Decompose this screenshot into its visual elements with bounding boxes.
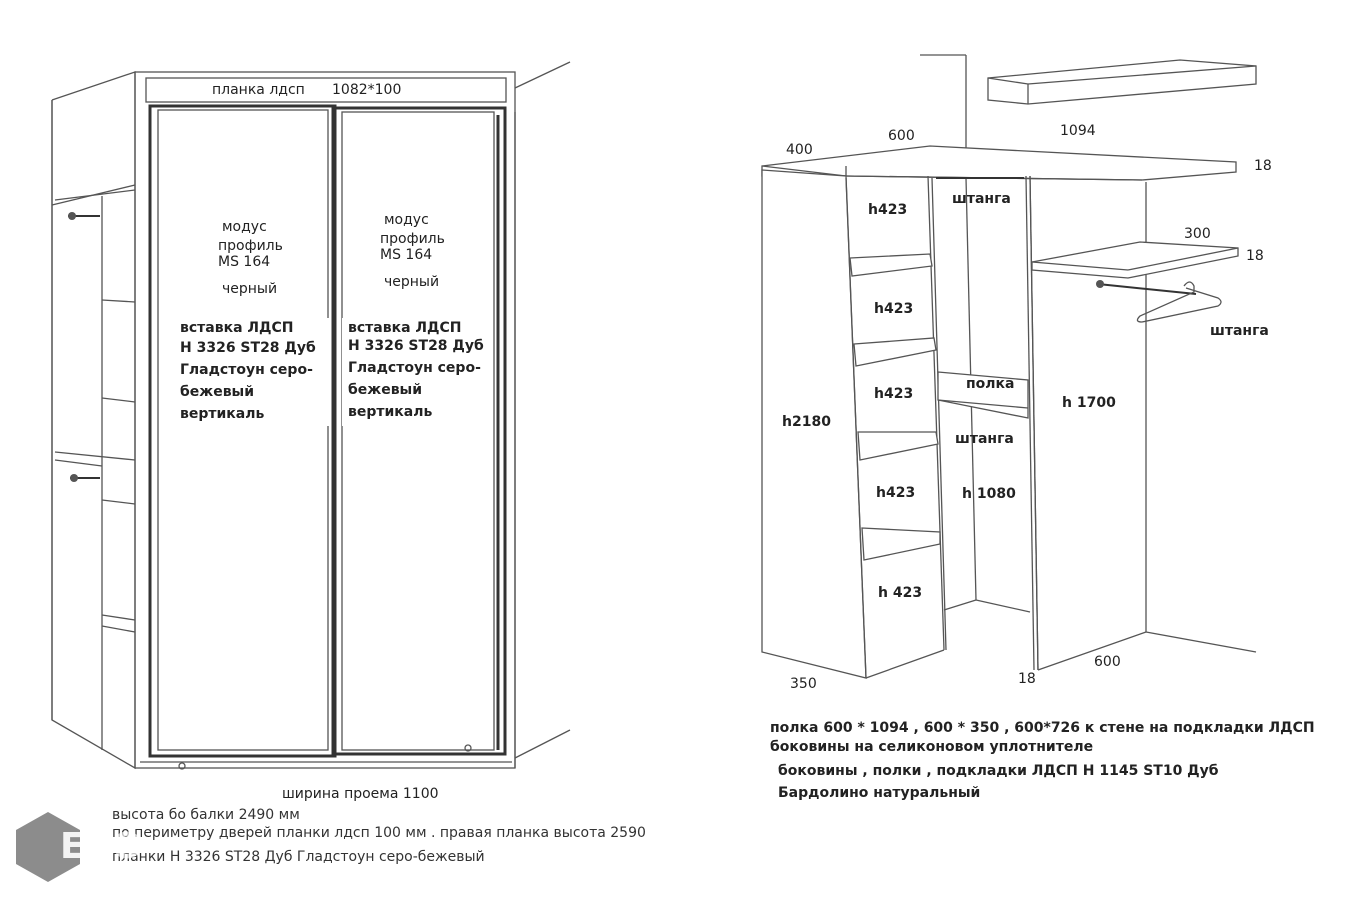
door-right-insert-1: вставка ЛДСП	[348, 320, 462, 336]
note-shelves: полка 600 * 1094 , 600 * 350 , 600*726 к стене на подкладки ЛДСП	[770, 720, 1315, 736]
door-left-profile-2: профиль	[218, 238, 283, 254]
door-left-profile-4: черный	[222, 281, 278, 297]
rod-end-upper	[68, 212, 76, 220]
door-right-insert-2: H 3326 ST28 Дуб	[348, 338, 484, 354]
height-1080: h 1080	[962, 486, 1016, 502]
unit-shelf-4	[862, 528, 940, 560]
label-rod-right: штанга	[1210, 323, 1269, 339]
door-right-insert-3: Гладстоун серо-	[348, 360, 481, 376]
note-door-perimeter: по периметру дверей планки лдсп 100 мм . правая планка высота 2590	[112, 825, 646, 841]
door-right-insert-4: бежевый	[348, 382, 423, 398]
label-shelf: полка	[966, 376, 1015, 392]
note-material: боковины , полки , подкладки ЛДСП H 1145 ST10 Дуб	[778, 763, 1219, 779]
door-right-profile-2: профиль	[380, 231, 445, 247]
left-wardrobe-drawing	[52, 62, 646, 865]
note-material-color: Бардолино натуральный	[778, 785, 981, 801]
unit-shelf-2	[854, 338, 936, 366]
unit-shelf-3	[858, 432, 938, 460]
top-strip-label: планка лдсп	[212, 82, 305, 98]
dim-300: 300	[1184, 226, 1211, 242]
door-right	[333, 108, 505, 754]
dim-18-top: 18	[1254, 158, 1272, 174]
door-left-insert-3: Гладстоун серо-	[180, 362, 313, 378]
door-right-profile-3: MS 164	[380, 247, 433, 263]
height-423-4: h423	[876, 485, 916, 501]
door-right-profile-1: модус	[384, 212, 429, 228]
door-right-profile-4: черный	[384, 274, 440, 290]
hanger-icon	[1137, 282, 1221, 322]
right-shelf	[1032, 242, 1238, 278]
door-left-insert-2: H 3326 ST28 Дуб	[180, 340, 316, 356]
right-wardrobe-drawing	[762, 55, 1315, 801]
dim-18-shelf: 18	[1246, 248, 1264, 264]
height-423-5: h 423	[878, 585, 923, 601]
rod-end-lower	[70, 474, 78, 482]
top-strip	[146, 78, 506, 102]
watermark-text: EVO	[60, 826, 143, 867]
note-strips-material: планки H 3326 ST28 Дуб Гладстоун серо-бежевый	[112, 849, 485, 865]
note-sides-sealant: боковины на селиконовом уплотнителе	[770, 739, 1094, 755]
rod-right-bar	[1098, 284, 1196, 294]
door-left-profile-1: модус	[222, 219, 267, 235]
label-rod-mid: штанга	[955, 431, 1014, 447]
door-right-insert-5: вертикаль	[348, 404, 433, 420]
door-left-insert-4: бежевый	[180, 384, 255, 400]
dim-600-top: 600	[888, 128, 915, 144]
left-side-panel	[52, 72, 135, 768]
dim-400: 400	[786, 142, 813, 158]
top-strip-size: 1082*100	[332, 82, 402, 98]
height-2180: h2180	[782, 414, 831, 430]
dim-600-bottom: 600	[1094, 654, 1121, 670]
note-beam-height: высота бо балки 2490 мм	[112, 807, 300, 823]
dim-1094: 1094	[1060, 123, 1096, 139]
opening-width-label: ширина проема 1100	[282, 786, 439, 802]
height-1700: h 1700	[1062, 395, 1116, 411]
dim-18-bottom: 18	[1018, 671, 1036, 687]
door-left-insert-5: вертикаль	[180, 406, 265, 422]
label-rod-top: штанга	[952, 191, 1011, 207]
door-left	[150, 106, 335, 756]
unit-shelf-1	[850, 254, 932, 276]
height-423-2: h423	[874, 301, 914, 317]
height-423-1: h423	[868, 202, 908, 218]
dim-350: 350	[790, 676, 817, 692]
door-left-profile-3: MS 164	[218, 254, 271, 270]
door-left-insert-1: вставка ЛДСП	[180, 320, 294, 336]
height-423-3: h423	[874, 386, 914, 402]
